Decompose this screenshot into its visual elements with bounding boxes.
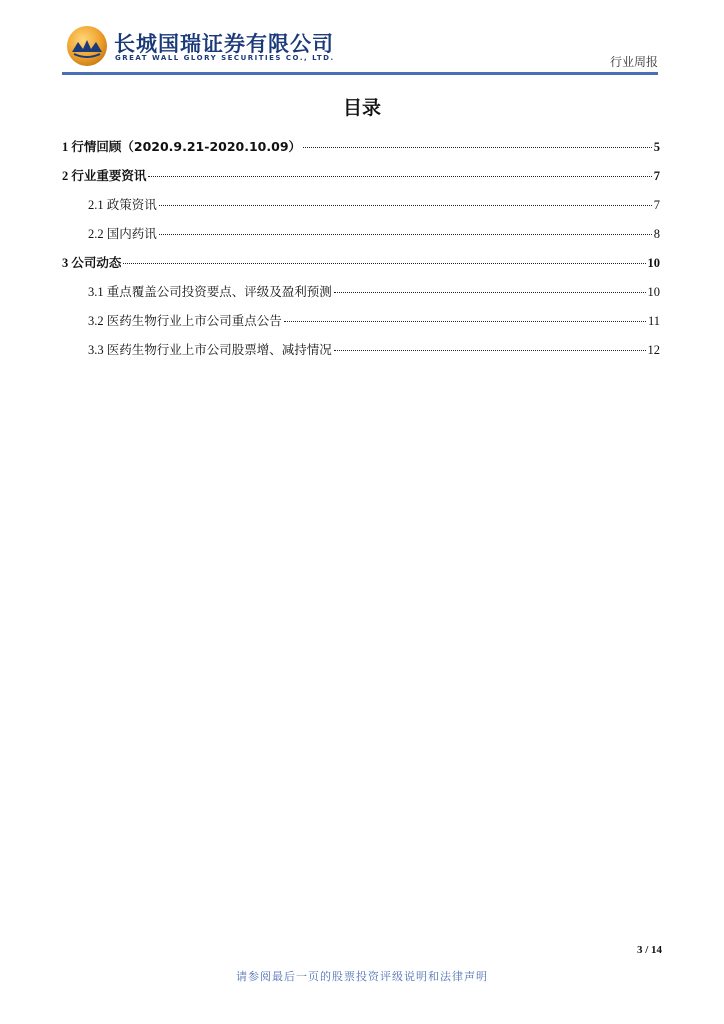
great-wall-glory-logo-icon	[66, 25, 108, 67]
toc-entry-page: 8	[653, 227, 660, 241]
toc-leader-dots	[334, 292, 646, 293]
toc-leader-dots	[284, 321, 646, 322]
toc-entry-text	[88, 195, 157, 213]
report-type-label: 行业周报	[609, 55, 658, 69]
toc-entry-3-2[interactable]	[62, 311, 660, 331]
page-header	[0, 0, 724, 80]
toc-entry-2-2[interactable]	[62, 224, 660, 244]
toc-entry-number: 3	[62, 256, 69, 270]
toc-entry-page: 7	[653, 198, 660, 212]
toc-leader-dots	[159, 234, 652, 235]
toc-entry-label: 行情回顾（2020.9.21-2020.10.09）	[71, 139, 302, 154]
toc-entry-text	[62, 137, 301, 155]
toc-entry-page: 10	[647, 256, 660, 270]
toc-leader-dots	[303, 147, 652, 148]
toc-entry-3[interactable]	[62, 253, 660, 273]
footer-disclaimer: 请参阅最后一页的股票投资评级说明和法律声明	[236, 970, 488, 983]
toc-entry-2[interactable]	[62, 166, 660, 186]
toc-entry-1[interactable]	[62, 137, 660, 157]
toc-entry-3-3[interactable]	[62, 340, 660, 360]
toc-entry-number: 2	[62, 169, 69, 183]
toc-entry-2-1[interactable]	[62, 195, 660, 215]
toc-entry-text	[88, 340, 332, 358]
toc-entry-number: 2.1	[88, 198, 104, 212]
table-of-contents	[62, 137, 660, 369]
toc-entry-text	[62, 166, 146, 184]
toc-entry-page: 12	[647, 343, 660, 357]
toc-leader-dots	[159, 205, 652, 206]
toc-leader-dots	[334, 350, 646, 351]
toc-entry-label: 医药生物行业上市公司重点公告	[106, 313, 282, 328]
toc-entry-text	[88, 224, 157, 242]
toc-entry-label: 医药生物行业上市公司股票增、减持情况	[106, 342, 332, 357]
toc-entry-number: 1	[62, 140, 69, 154]
company-name-en: GREAT WALL GLORY SECURITIES CO., LTD.	[115, 54, 335, 62]
toc-entry-number: 3.2	[88, 314, 104, 328]
toc-entry-page: 5	[653, 140, 660, 154]
toc-entry-page: 11	[647, 314, 660, 328]
toc-title: 目录	[342, 97, 381, 119]
toc-entry-3-1[interactable]	[62, 282, 660, 302]
toc-entry-number: 2.2	[88, 227, 104, 241]
toc-entry-label: 行业重要资讯	[71, 168, 147, 183]
toc-entry-label: 政策资讯	[106, 197, 157, 212]
toc-entry-label: 公司动态	[71, 255, 122, 270]
company-name-cn: 长城国瑞证券有限公司	[114, 32, 334, 56]
toc-entry-text	[62, 253, 121, 271]
toc-entry-page: 10	[647, 285, 660, 299]
toc-entry-text	[88, 311, 282, 329]
page-indicator: 3 / 14	[636, 944, 662, 956]
toc-entry-label: 重点覆盖公司投资要点、评级及盈利预测	[106, 284, 332, 299]
toc-entry-text	[88, 282, 332, 300]
toc-entry-label: 国内药讯	[106, 226, 157, 241]
toc-entry-number: 3.1	[88, 285, 104, 299]
header-divider	[62, 72, 658, 75]
toc-entry-number: 3.3	[88, 343, 104, 357]
toc-leader-dots	[148, 176, 651, 177]
toc-entry-page: 7	[653, 169, 660, 183]
toc-leader-dots	[123, 263, 645, 264]
